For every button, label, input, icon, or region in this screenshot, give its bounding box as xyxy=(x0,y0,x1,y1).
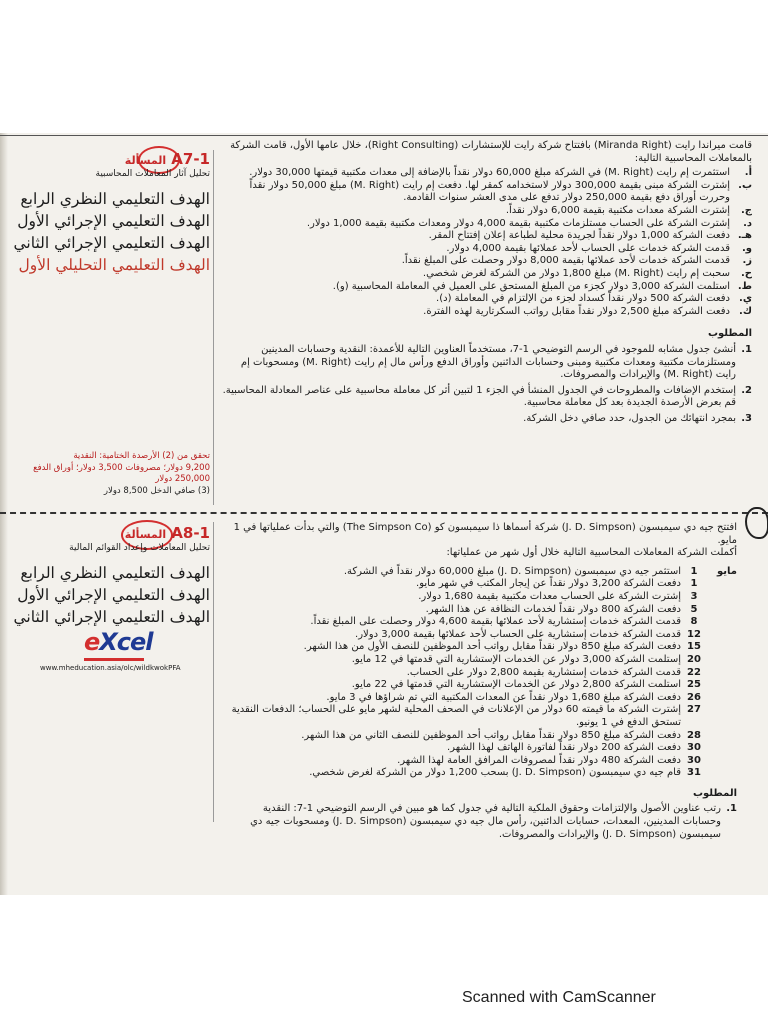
problem-a8-objectives xyxy=(10,562,210,628)
transaction-letter: ج. xyxy=(740,204,752,216)
transaction-item xyxy=(222,167,752,180)
problem-a8-required xyxy=(222,803,737,841)
entry-day: 5 xyxy=(690,603,698,615)
transaction-text: استلمت الشركة 3,000 دولار كجزء من المبلغ المستحق على العميل في المعاملة المحاسبية (و). xyxy=(332,280,730,292)
top-rule xyxy=(0,135,768,136)
entry-text: دفعت الشركة 800 دولار نقداً لخدمات النظافة عن هذا الشهر. xyxy=(425,603,681,615)
entry-day: 1 xyxy=(690,578,698,590)
entry-day: 1 xyxy=(690,565,698,577)
entry-text: دفعت الشركة 480 دولار نقداً لمصروفات المرافق العامة لهذا الشهر. xyxy=(397,754,681,766)
requirement-number: 3. xyxy=(741,412,752,424)
dated-entry xyxy=(222,704,707,729)
transaction-letter: و. xyxy=(741,242,752,254)
transaction-letter: ح. xyxy=(740,267,752,279)
excel-logo-underline xyxy=(84,658,144,661)
excel-logo: eXcel xyxy=(84,628,153,656)
transaction-item xyxy=(222,205,752,218)
entry-day: 25 xyxy=(687,679,701,691)
transaction-text: سحبت إم رايت (M. Right) مبلغ 1,800 دولار من الشركة لغرض شخصي. xyxy=(422,267,730,279)
transaction-item xyxy=(222,180,752,205)
transaction-text: قدمت الشركة خدمات على الحساب لأحد عملائها بقيمة 4,000 دولار. xyxy=(446,242,730,254)
transaction-item xyxy=(222,218,752,231)
transaction-letter: ك. xyxy=(739,305,752,317)
problem-a7-check-figures xyxy=(20,451,210,497)
dated-entry xyxy=(222,641,707,654)
transaction-letter: د. xyxy=(743,217,752,229)
learning-objective: الهدف التعليمي الإجرائي الثاني xyxy=(13,234,210,252)
problem-a8-entries xyxy=(222,566,707,780)
requirement-number: 2. xyxy=(741,384,752,396)
requirement-item xyxy=(222,385,752,410)
learning-objective: الهدف التعليمي الإجرائي الثاني xyxy=(13,608,210,626)
transaction-text: استثمرت إم رايت (M. Right) في الشركة مبلغ 60,000 دولار نقداً بالإضافة إلى معدات مكتبية قيمتها 30,000 دولار. xyxy=(249,167,730,179)
dated-entry xyxy=(222,767,707,780)
entry-day: 27 xyxy=(687,704,701,716)
problem-a7-badge: A7-1 xyxy=(171,150,210,168)
requirement-text: أنشئ جدول مشابه للموجود في الرسم التوضيحي 1-7، مستخدماً العناوين التالية للأعمدة: النقدية وحسابات المدينين ومستلزمات مكتبية ومعدات مكتبية ومبنى وحسابات الدائنين وأوراق الدفع ورأس مال إم رايت (M. Right) ومسحوبات إم رايت (M. Right) والإيرادات والمصروفات. xyxy=(240,343,736,381)
transaction-letter: هـ. xyxy=(737,230,752,242)
transaction-text: إشترت الشركة معدات مكتبية بقيمة 6,000 دولار نقداً. xyxy=(505,204,730,216)
problem-a7-required-heading: المطلوب xyxy=(707,328,752,340)
entry-text: إشترت الشركة على الحساب معدات مكتبية بقيمة 1,680 دولار. xyxy=(418,590,681,602)
problem-a7-body xyxy=(222,140,752,425)
page-edge-shadow xyxy=(0,133,8,895)
transaction-item xyxy=(222,306,752,319)
entry-text: دفعت الشركة مبلغ 850 دولار نقداً مقابل رواتب أحد الموظفين للنصف الأول من هذا الشهر. xyxy=(303,641,681,653)
dated-entry xyxy=(222,629,707,642)
check-figure-line: تحقق من (2) الأرصدة الختامية: النقدية xyxy=(73,451,210,461)
dated-entry xyxy=(222,578,707,591)
problem-a7-items xyxy=(222,167,752,318)
pen-mark xyxy=(745,507,768,539)
entry-text: قدمت الشركة خدمات إستشارية بقيمة 2,800 دولار على الحساب. xyxy=(406,666,681,678)
transaction-item xyxy=(222,230,752,243)
problem-a8-subtitle: تحليل المعاملات وإعداد القوائم المالية xyxy=(69,543,210,553)
problem-a8-required-heading: المطلوب xyxy=(692,787,737,799)
requirement-text: بمجرد انتهائك من الجدول، حدد صافي دخل الشركة. xyxy=(523,412,736,424)
entry-text: قام جيه دي سيمبسون (J. D. Simpson) بسحب 1,200 دولار من الشركة لغرض شخصي. xyxy=(309,767,681,779)
learning-objective: الهدف التعليمي التحليلي الأول xyxy=(18,256,210,274)
entry-text: دفعت الشركة 3,200 دولار نقداً عن إيجار المكتب في شهر مايو. xyxy=(416,578,681,590)
requirement-text: رتب عناوين الأصول والإلتزامات وحقوق الملكية التالية في جدول كما هو مبين في الرسم التوضيحي 1-7: النقدية وحسابات المدينين، المعدات، حسابات الدائنين، رأس مال جيه دي سيمبسون (J. D. Simpson) ومسحوبات جيه دي سيمبسون (J. D. Simpson) والإيرادات والمصروفات. xyxy=(250,803,721,840)
dated-entry xyxy=(222,616,707,629)
entry-day: 30 xyxy=(687,754,701,766)
problem-a8-prefix: المسألة xyxy=(124,528,167,541)
dated-entry xyxy=(222,692,707,705)
learning-objective: الهدف التعليمي النظري الرابع xyxy=(20,190,210,208)
problem-a7-sidebar xyxy=(10,149,210,276)
excel-url: www.mheducation.asia/olc/wildkwokPFA xyxy=(40,664,181,672)
dated-entry xyxy=(222,730,707,743)
entry-day: 28 xyxy=(687,729,701,741)
transaction-text: إشترت الشركة مبنى بقيمة 300,000 دولار لاستخدامه كمقر لها. دفعت إم رايت (M. Right) مبلغ 50,000 دولار نقداً وحررت أوراق دفع بقيمة 250,000 دولار تدفع على مدى العشر سنوات القادمة. xyxy=(249,179,730,204)
check-figure-line: 250,000 دولار xyxy=(155,474,210,484)
entry-text: استلمت الشركة 2,800 دولار عن الخدمات الإستشارية التي قدمتها في 22 مايو. xyxy=(351,679,681,691)
entry-day: 12 xyxy=(687,628,701,640)
problem-a7-header xyxy=(10,149,210,168)
problem-a8-header xyxy=(10,523,210,542)
transaction-letter: ز. xyxy=(742,255,752,267)
entry-text: استثمر جيه دي سيمبسون (J. D. Simpson) مبلغ 60,000 دولار نقداً في الشركة. xyxy=(343,565,681,577)
section-divider xyxy=(0,512,768,514)
entry-text: إستلمت الشركة 3,000 دولار عن الخدمات الإستشارية التي قدمتها في 12 مايو. xyxy=(351,653,681,665)
column-divider-a7 xyxy=(213,150,214,505)
dated-entry xyxy=(222,566,707,579)
transaction-item xyxy=(222,255,752,268)
transaction-letter: ي. xyxy=(739,293,752,305)
problem-a8-schedule xyxy=(222,566,737,780)
transaction-item xyxy=(222,268,752,281)
problem-a8-month: مايو xyxy=(717,565,737,577)
problem-a7-prefix: المسألة xyxy=(124,154,167,167)
entry-day: 15 xyxy=(687,641,701,653)
requirement-number: 1. xyxy=(726,803,737,815)
entry-day: 20 xyxy=(687,653,701,665)
entry-day: 22 xyxy=(687,666,701,678)
learning-objective: الهدف التعليمي الإجرائي الأول xyxy=(17,212,210,230)
requirement-text: إستخدم الإضافات والمطروحات في الجدول المنشأ في الجزء 1 لتبين أثر كل معاملة محاسبية على عناصر المعادلة المحاسبية. قم بعرض الأرصدة الجديدة بعد كل معاملة محاسبية. xyxy=(222,384,736,409)
transaction-letter: أ. xyxy=(744,167,752,179)
transaction-text: دفعت الشركة 1,000 دولار نقداً لجريدة محلية لطباعة إعلان إفتتاح المقر. xyxy=(428,230,730,242)
entry-day: 31 xyxy=(687,767,701,779)
intro-line: افتتح جيه دي سيمبسون (J. D. Simpson) شركة أسماها ذا سيمبسون كو (The Simpson Co) والتي بدأت عملياتها في 1 مايو. xyxy=(233,522,737,546)
dated-entry xyxy=(222,591,707,604)
problem-a8-body xyxy=(222,522,737,841)
entry-text: دفعت الشركة 200 دولار نقداً لفاتورة الهاتف لهذا الشهر. xyxy=(447,742,681,754)
entry-day: 30 xyxy=(687,742,701,754)
intro-line: بالمعاملات المحاسبية التالية: xyxy=(634,152,752,164)
transaction-text: إشترت الشركة على الحساب مستلزمات مكتبية بقيمة 4,000 دولار ومعدات مكتبية بقيمة 1,000 دولار. xyxy=(306,217,730,229)
transaction-item xyxy=(222,243,752,256)
intro-line: أكملت الشركة المعاملات المحاسبية التالية خلال أول شهر من عملياتها: xyxy=(446,547,737,559)
transaction-item xyxy=(222,293,752,306)
problem-a8-badge: A8-1 xyxy=(171,524,210,542)
scanner-watermark: Scanned with CamScanner xyxy=(462,989,656,1006)
requirement-item xyxy=(222,803,737,841)
problem-a7-required xyxy=(222,344,752,426)
entry-text: دفعت الشركة مبلغ 850 دولار نقداً مقابل رواتب أحد الموظفين للنصف الثاني من هذا الشهر. xyxy=(301,729,681,741)
requirement-item xyxy=(222,413,752,426)
dated-entry xyxy=(222,742,707,755)
intro-line: قامت ميراندا رايت (Miranda Right) بافتتاح شركة رايت للإستشارات (Right Consulting)، خلال عامها الأول، قامت الشركة xyxy=(230,140,752,151)
requirement-item xyxy=(222,344,752,382)
entry-text: قدمت الشركة خدمات إستشارية لأحد عملائها بقيمة 4,600 دولار وحصلت على المبلغ نقداً. xyxy=(310,616,681,628)
transaction-letter: ب. xyxy=(738,179,752,191)
entry-day: 8 xyxy=(690,616,698,628)
entry-text: قدمت الشركة خدمات إستشارية على الحساب لأحد عملائها بقيمة 3,000 دولار. xyxy=(355,628,681,640)
entry-text: إشترت الشركة ما قيمته 60 دولار من الإعلانات في الصحف المحلية لشهر مايو على الحساب؛ الدفعات النقدية تستحق الدفع في 1 يونيو. xyxy=(231,704,681,728)
transaction-item xyxy=(222,281,752,294)
transaction-text: قدمت الشركة خدمات لأحد عملائها بقيمة 8,000 دولار وحصلت على المبلغ نقداً. xyxy=(401,255,730,267)
column-divider-a8 xyxy=(213,522,214,822)
problem-a7-objectives xyxy=(10,188,210,276)
dated-entry xyxy=(222,604,707,617)
dated-entry xyxy=(222,679,707,692)
transaction-text: دفعت الشركة 500 دولار نقداً كسداد لجزء من الإلتزام في المعاملة (د). xyxy=(436,293,730,305)
dated-entry xyxy=(222,667,707,680)
requirement-number: 1. xyxy=(741,343,752,355)
entry-day: 3 xyxy=(690,590,698,602)
problem-a7-subtitle: تحليل آثار المعاملات المحاسبية xyxy=(95,169,210,179)
dated-entry xyxy=(222,654,707,667)
transaction-letter: ط. xyxy=(737,280,752,292)
entry-day: 26 xyxy=(687,691,701,703)
learning-objective: الهدف التعليمي الإجرائي الأول xyxy=(17,586,210,604)
learning-objective: الهدف التعليمي النظري الرابع xyxy=(20,564,210,582)
check-figure-line: 9,200 دولار؛ مصروفات 3,500 دولار؛ أوراق الدفع xyxy=(33,462,210,473)
entry-text: دفعت الشركة مبلغ 1,680 دولار نقداً عن المعدات المكتبية التي تم شراؤها في 3 مايو. xyxy=(326,691,681,703)
check-figure-line: (3) صافي الدخل 8,500 دولار xyxy=(103,485,210,496)
dated-entry xyxy=(222,755,707,768)
transaction-text: دفعت الشركة مبلغ 2,500 دولار نقداً مقابل رواتب السكرتارية لهذه الفترة. xyxy=(423,305,730,317)
problem-a8-intro xyxy=(222,522,737,560)
problem-a7-intro xyxy=(222,140,752,165)
problem-a8-sidebar xyxy=(10,523,210,628)
